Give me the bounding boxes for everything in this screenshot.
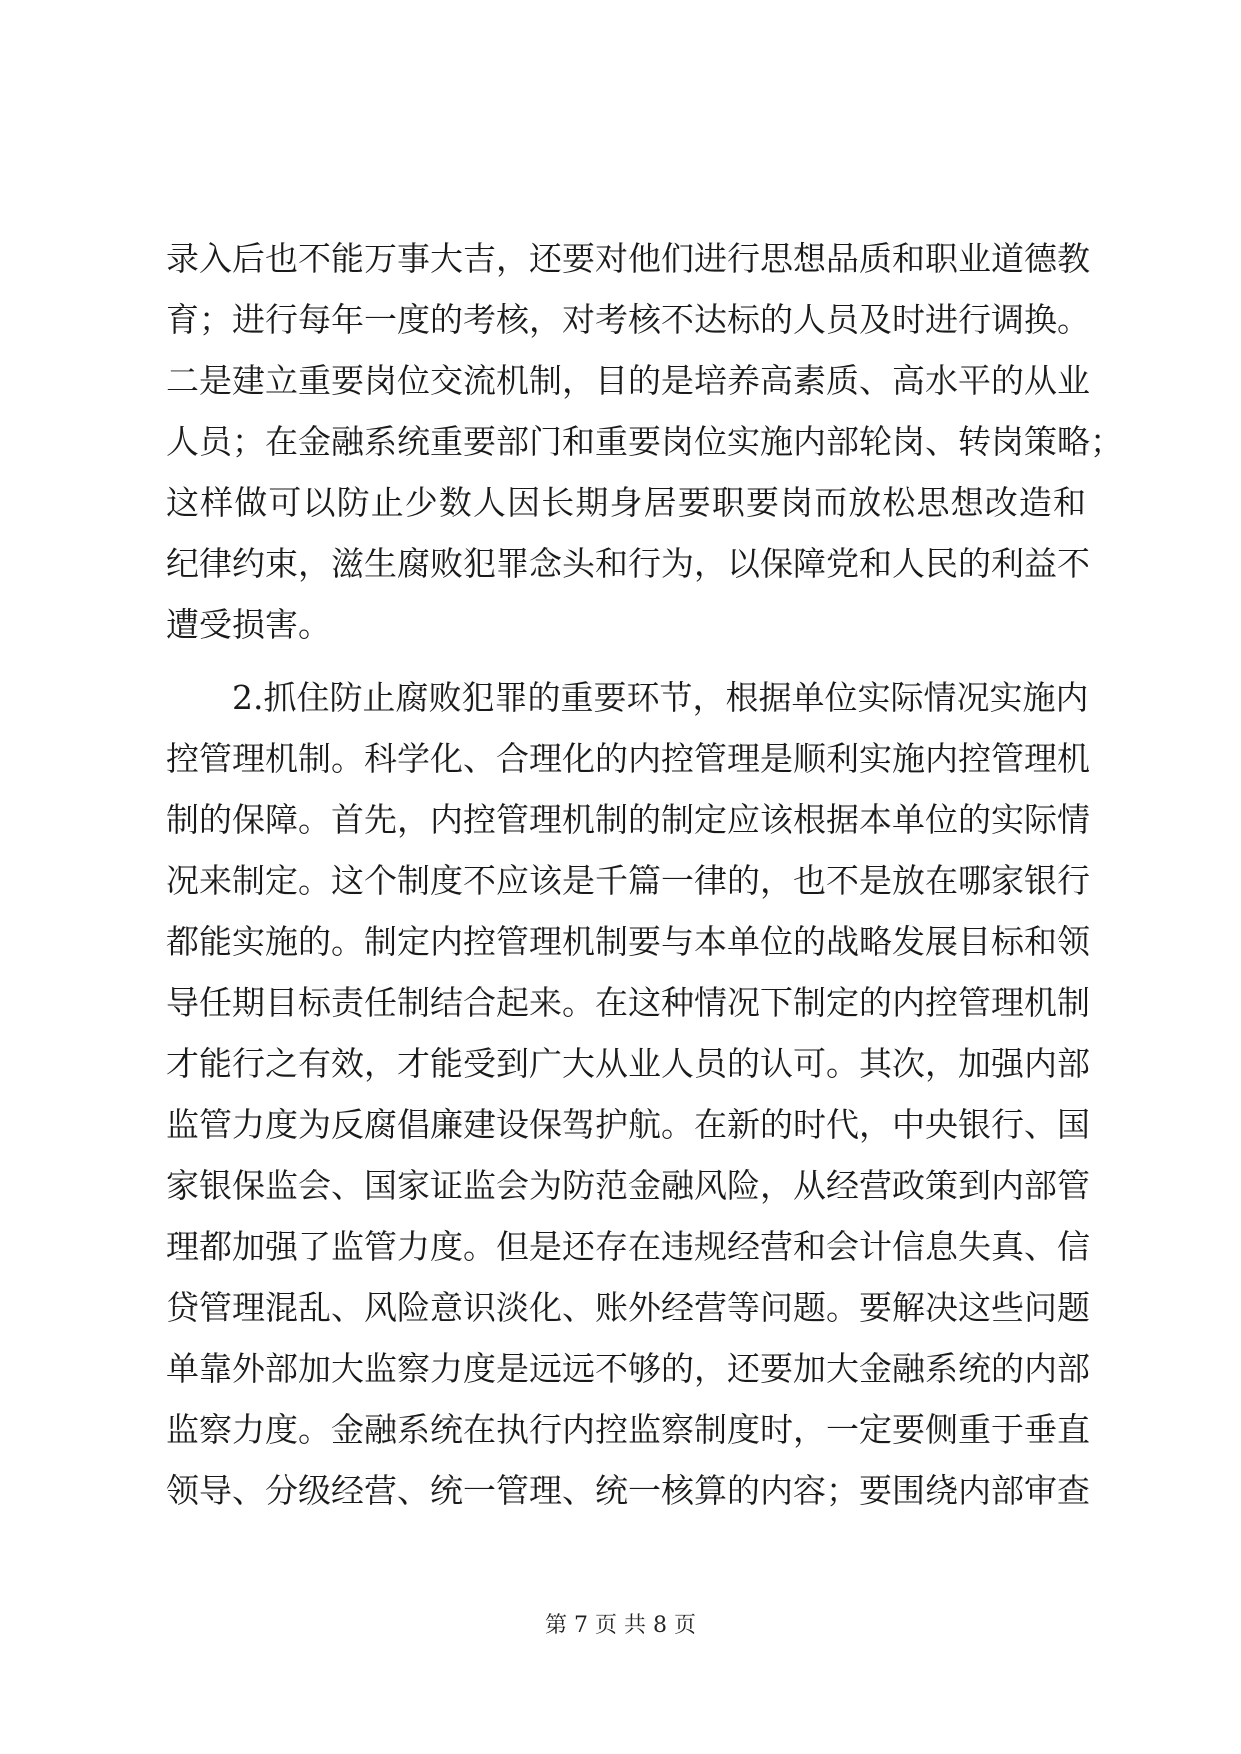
text-line: 理都加强了监管力度。但是还存在违规经营和会计信息失真、信 xyxy=(166,1227,1090,1266)
text-line: 监察力度。金融系统在执行内控监察制度时，一定要侧重于垂直 xyxy=(166,1410,1090,1449)
text-line: 导任期目标责任制结合起来。在这种情况下制定的内控管理机制 xyxy=(166,983,1090,1022)
text-line: 2.抓住防止腐败犯罪的重要环节，根据单位实际情况实施内 xyxy=(232,678,1089,717)
text-line: 领导、分级经营、统一管理、统一核算的内容；要围绕内部审查 xyxy=(166,1471,1090,1510)
text-line: 这样做可以防止少数人因长期身居要职要岗而放松思想改造和 xyxy=(166,483,1086,522)
text-line: 贷管理混乱、风险意识淡化、账外经营等问题。要解决这些问题 xyxy=(166,1288,1090,1327)
text-line: 育；进行每年一度的考核，对考核不达标的人员及时进行调换。 xyxy=(166,300,1090,339)
text-line: 家银保监会、国家证监会为防范金融风险，从经营政策到内部管 xyxy=(166,1166,1090,1205)
document-body xyxy=(166,228,1123,1521)
text-line: 都能实施的。制定内控管理机制要与本单位的战略发展目标和领 xyxy=(166,922,1090,961)
text-line: 录入后也不能万事大吉，还要对他们进行思想品质和职业道德教 xyxy=(166,239,1090,278)
text-line: 纪律约束，滋生腐败犯罪念头和行为，以保障党和人民的利益不 xyxy=(166,544,1090,583)
text-line: 控管理机制。科学化、合理化的内控管理是顺利实施内控管理机 xyxy=(166,739,1090,778)
text-line: 监管力度为反腐倡廉建设保驾护航。在新的时代，中央银行、国 xyxy=(166,1105,1090,1144)
text-line: 人员；在金融系统重要部门和重要岗位实施内部轮岗、转岗策略； xyxy=(166,422,1123,461)
page-number-footer: 第 7 页 共 8 页 xyxy=(545,1613,696,1638)
text-line: 制的保障。首先，内控管理机制的制定应该根据本单位的实际情 xyxy=(166,800,1090,839)
text-line: 况来制定。这个制度不应该是千篇一律的，也不是放在哪家银行 xyxy=(166,861,1090,900)
text-line: 才能行之有效，才能受到广大从业人员的认可。其次，加强内部 xyxy=(166,1044,1090,1083)
paragraph-1 xyxy=(166,228,1123,655)
text-line: 单靠外部加大监察力度是远远不够的，还要加大金融系统的内部 xyxy=(166,1349,1090,1388)
text-line: 二是建立重要岗位交流机制，目的是培养高素质、高水平的从业 xyxy=(166,361,1090,400)
text-line: 遭受损害。 xyxy=(166,605,331,644)
paragraph-2 xyxy=(166,667,1090,1521)
